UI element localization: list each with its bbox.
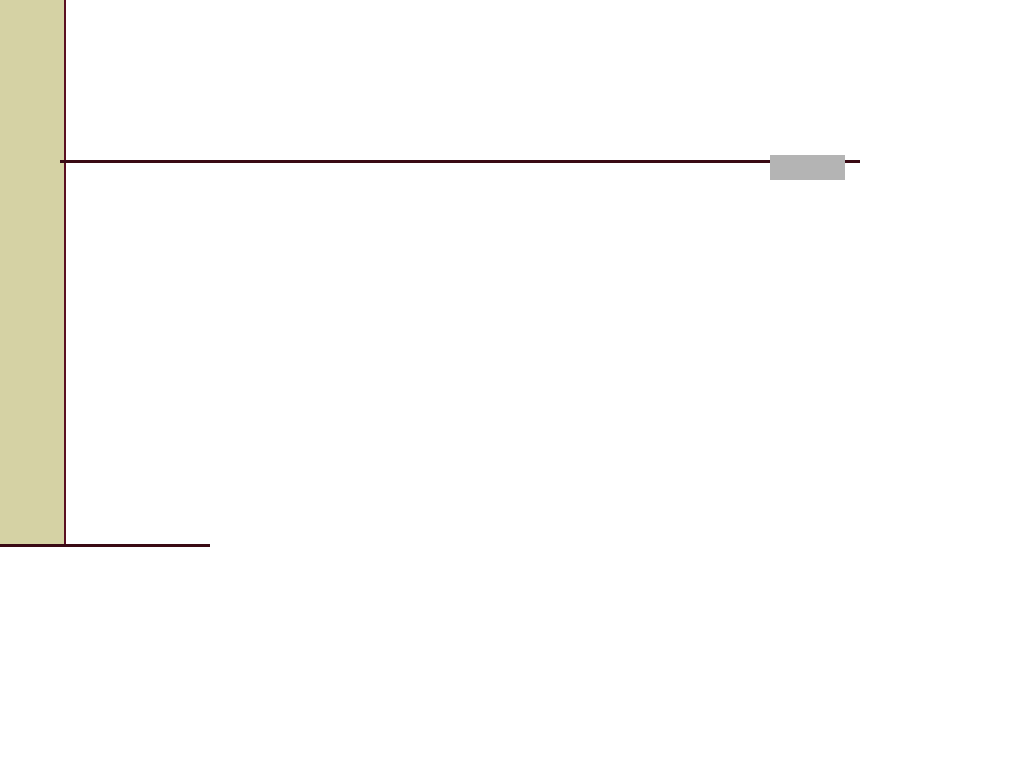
gray-decor-block: [770, 155, 845, 180]
left-decor-band: [0, 0, 66, 546]
top-decor-line: [60, 160, 860, 163]
bottom-decor-line: [0, 544, 210, 547]
left-decor-line: [64, 0, 66, 546]
timeline-chart: [842, 0, 1024, 767]
